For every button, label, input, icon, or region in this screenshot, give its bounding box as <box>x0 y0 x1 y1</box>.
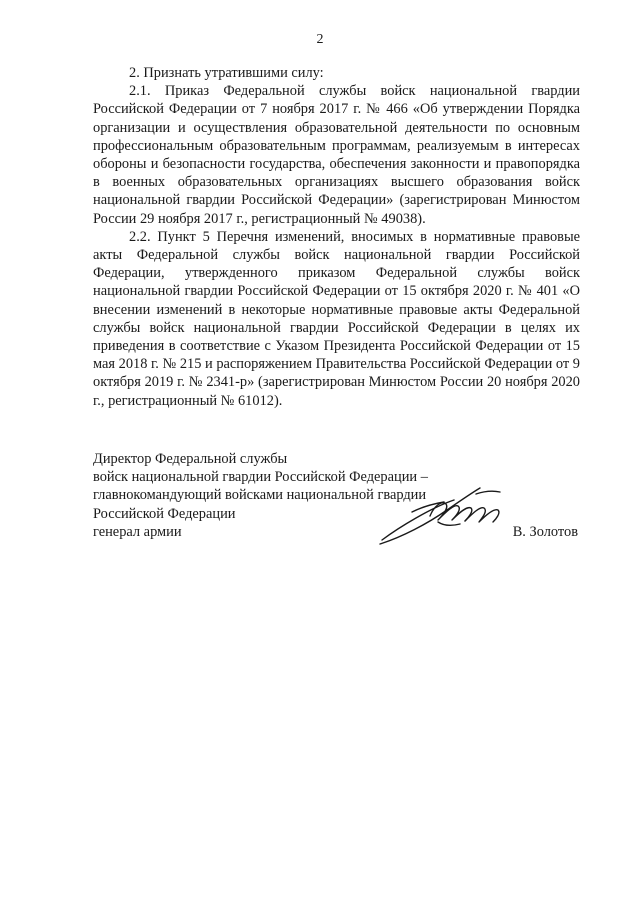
paragraph-2-2: 2.2. Пункт 5 Перечня изменений, вносимых в нормативные правовые акты Федеральной службы войск национальной гвардии Российской Федерации, утвержденного приказом Федеральной службы войск национальной гвардии Российской Федерации от 15 октября 2020 г. № 401 «О внесении изменений в некоторые нормативные правовые акты Федеральной службы войск национальной гвардии Российской Федерации в целях их приведения в соответствие с Указом Президента Российской Федерации от 15 мая 2018 г. № 215 и распоряжением Правительства Российской Федерации от 9 октября 2019 г. № 2341-р» (зарегистрирован Минюстом России 20 ноября 2020 г., регистрационный № 61012). <box>93 228 580 409</box>
paragraph-2-1: 2.1. Приказ Федеральной службы войск национальной гвардии Российской Федерации от 7 ноября 2017 г. № 466 «Об утверждении Порядка организации и осуществления образовательной деятельности по основным профессиональным образовательным программам, реализуемым в интересах обороны и безопасности государства, обеспечения законности и правопорядка в военных образовательных организациях высшего образования войск национальной гвардии Российской Федерации» (зарегистрирован Минюстом России 29 ноября 2017 г., регистрационный № 49038). <box>93 83 580 227</box>
signature-block <box>93 450 580 541</box>
signatory-title-line-3: главнокомандующий войсками национальной гвардии <box>93 487 427 504</box>
signatory-title-line-1: Директор Федеральной службы <box>93 451 288 467</box>
section-heading: 2. Признать утратившими силу: <box>129 65 324 81</box>
signatory-rank: генерал армии <box>93 523 182 540</box>
signatory-name: В. Золотов <box>512 523 578 540</box>
page-number: 2 <box>316 32 324 47</box>
signatory-title-line-4: Российской Федерации <box>93 505 236 522</box>
signatory-title-line-2: войск национальной гвардии Российской Федерации – <box>93 469 428 486</box>
document-body <box>93 64 580 410</box>
